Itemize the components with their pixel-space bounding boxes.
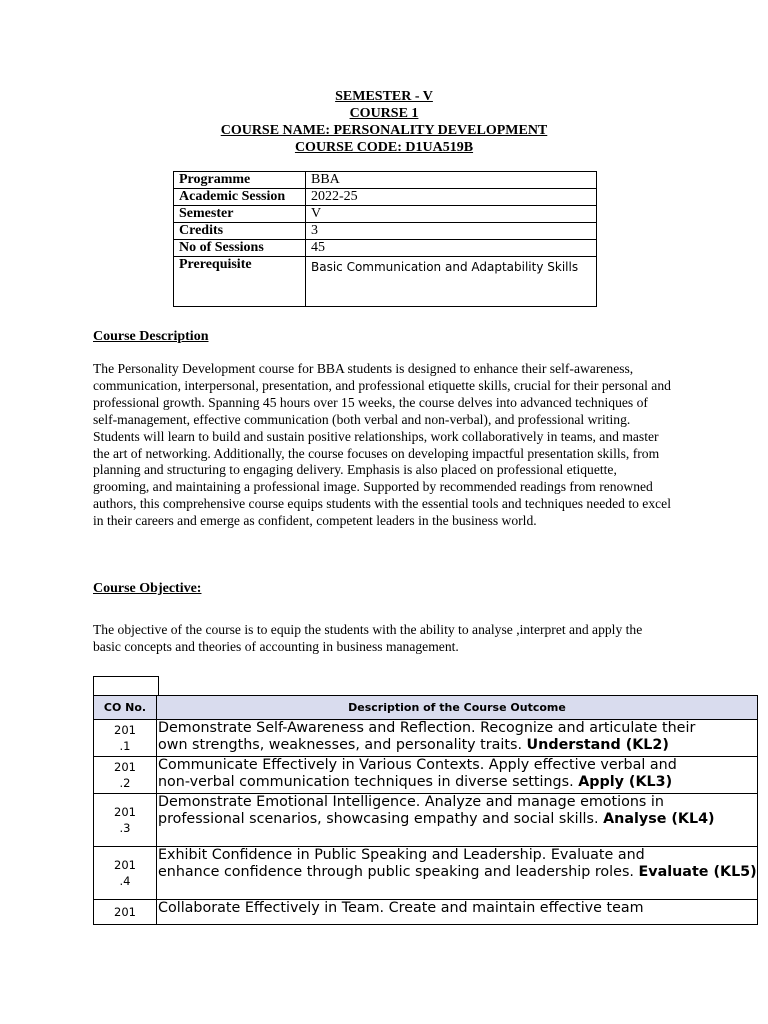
course-outcome-table: [93, 695, 758, 925]
co-number: 201 .1: [94, 720, 157, 757]
table-row: [94, 720, 758, 757]
co-number: 201 .3: [94, 794, 157, 847]
semester-heading: SEMESTER - V: [335, 89, 433, 104]
info-row-session: [174, 189, 597, 206]
table-row: [94, 794, 758, 847]
table-row: [94, 847, 758, 900]
info-row-programme: [174, 172, 597, 189]
info-label: No of Sessions: [174, 240, 306, 257]
co-description: Collaborate Effectively in Team. Create and maintain effective team: [157, 900, 758, 925]
info-value: V: [306, 206, 597, 223]
co-header-row: [94, 696, 758, 720]
co-description: Demonstrate Emotional Intelligence. Analyze and manage emotions in professional scenarios, showcasing empathy and social skills. Analyse (KL4): [157, 794, 758, 847]
empty-header-cell: [93, 676, 159, 696]
course-code-heading: COURSE CODE: D1UA519B: [294, 140, 474, 155]
info-row-prerequisite: [174, 257, 597, 307]
table-row: [94, 757, 758, 794]
co-number: 201: [94, 900, 157, 925]
co-no-header: CO No.: [94, 696, 157, 720]
info-value: Basic Communication and Adaptability Skills: [306, 257, 597, 307]
table-row: [94, 900, 758, 925]
co-description: Communicate Effectively in Various Contexts. Apply effective verbal and non-verbal communication techniques in diverse settings. Apply (KL3): [157, 757, 758, 794]
info-value: 3: [306, 223, 597, 240]
info-label: Prerequisite: [174, 257, 306, 307]
course-objective-title: Course Objective:: [93, 581, 202, 596]
co-description: Demonstrate Self-Awareness and Reflection. Recognize and articulate their own strengths, weaknesses, and personality traits. Understand (KL2): [157, 720, 758, 757]
co-description: Exhibit Confidence in Public Speaking and Leadership. Evaluate and enhance confidence through public speaking and leadership roles. Evaluate (KL5): [157, 847, 758, 900]
info-label: Semester: [174, 206, 306, 223]
co-description-header: Description of the Course Outcome: [157, 696, 758, 720]
info-label: Academic Session: [174, 189, 306, 206]
course-description-title: Course Description: [93, 329, 209, 344]
course-number-heading: COURSE 1: [349, 106, 419, 121]
info-row-sessions: [174, 240, 597, 257]
course-objective-text: The objective of the course is to equip the students with the ability to analyse ,interpret and apply the basic concepts and theories of accounting in business management.: [93, 622, 643, 654]
course-name-heading: COURSE NAME: PERSONALITY DEVELOPMENT: [220, 123, 548, 138]
course-info-table: [173, 171, 597, 307]
info-value: 2022-25: [306, 189, 597, 206]
info-value: BBA: [306, 172, 597, 189]
co-number: 201 .4: [94, 847, 157, 900]
info-row-semester: [174, 206, 597, 223]
co-number: 201 .2: [94, 757, 157, 794]
info-label: Programme: [174, 172, 306, 189]
info-label: Credits: [174, 223, 306, 240]
info-value: 45: [306, 240, 597, 257]
course-description-text: The Personality Development course for BBA students is designed to enhance their self-awareness, communication, interpersonal, presentation, and professional etiquette skills, crucial for their personal and professional growth. Spanning 45 hours over 15 weeks, the course delves into advanced techniques of self-management, effective communication (both verbal and non-verbal), and professional writing. Students will learn to build and sustain positive relationships, work collaboratively in teams, and master the art of networking. Additionally, the course focuses on developing impactful presentation skills, from planning and structuring to engaging delivery. Emphasis is also placed on professional etiquette, grooming, and maintaining a professional image. Supported by recommended readings from renowned authors, this comprehensive course equips students with the essential tools and techniques needed to excel in their careers and emerge as confident, competent leaders in the business world.: [93, 361, 671, 529]
info-row-credits: [174, 223, 597, 240]
